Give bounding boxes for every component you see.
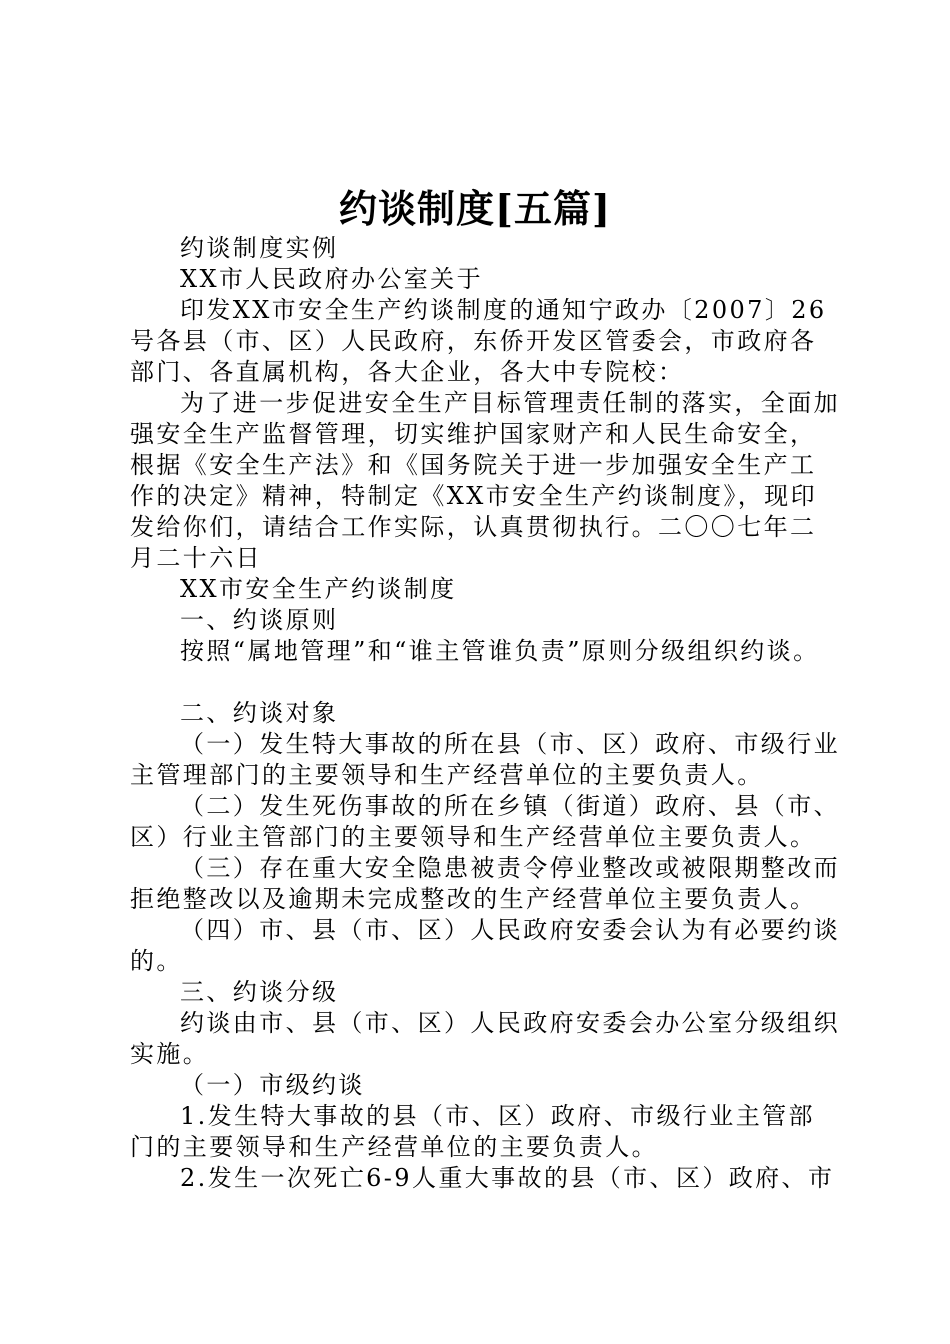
paragraph: 印发XX市安全生产约谈制度的通知宁政办〔2007〕26号各县（市、区）人民政府，东侨开发区管委会，市政府各部门、各直属机构，各大企业，各大中专院校： xyxy=(130,296,827,386)
paragraph: （二）发生死伤事故的所在乡镇（街道）政府、县（市、区）行业主管部门的主要领导和生产经营单位主要负责人。 xyxy=(130,792,840,851)
paragraph: 按照“属地管理”和“谁主管谁负责”原则分级组织约谈。 xyxy=(180,637,820,665)
paragraph: XX市人民政府办公室关于 xyxy=(180,265,483,293)
paragraph: （三）存在重大安全隐患被责令停业整改或被限期整改而拒绝整改以及逾期未完成整改的生产经营单位主要负责人。 xyxy=(130,854,840,913)
paragraph: 为了进一步促进安全生产目标管理责任制的落实，全面加强安全生产监督管理，切实维护国家财产和人民生命安全，根据《安全生产法》和《国务院关于进一步加强安全生产工作的决定》精神，特制定《XX市安全生产约谈制度》，现印发给你们，请结合工作实际，认真贯彻执行。二〇〇七年二月二十六日 xyxy=(130,389,840,572)
paragraph: XX市安全生产约谈制度 xyxy=(180,575,457,603)
section-heading: 二、约谈对象 xyxy=(180,699,339,727)
paragraph: 1.发生特大事故的县（市、区）政府、市级行业主管部门的主要领导和生产经营单位的主要负责人。 xyxy=(130,1102,815,1161)
subsection-heading: （一）市级约谈 xyxy=(180,1071,365,1099)
section-heading: 一、约谈原则 xyxy=(180,606,339,634)
paragraph: （四）市、县（市、区）人民政府安委会认为有必要约谈的。 xyxy=(130,916,840,975)
document-title: 约谈制度[五篇] xyxy=(339,186,611,231)
paragraph: （一）发生特大事故的所在县（市、区）政府、市级行业主管理部门的主要领导和生产经营单位的主要负责人。 xyxy=(130,730,840,789)
section-heading: 三、约谈分级 xyxy=(180,978,339,1006)
document-body xyxy=(130,233,840,1194)
paragraph: 约谈由市、县（市、区）人民政府安委会办公室分级组织实施。 xyxy=(130,1009,840,1068)
paragraph: 2.发生一次死亡6-9人重大事故的县（市、区）政府、市 xyxy=(180,1164,835,1192)
paragraph: 约谈制度实例 xyxy=(180,234,339,262)
